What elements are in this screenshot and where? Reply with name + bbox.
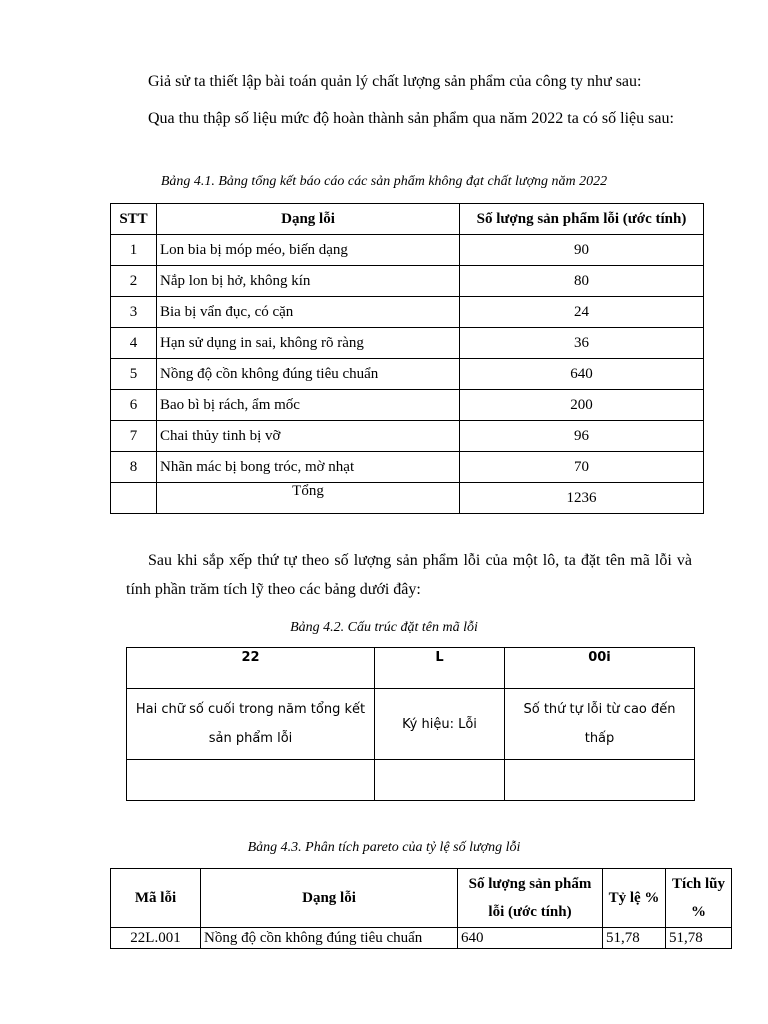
row-stt: 8 [111,452,157,483]
table-4-1-caption: Bảng 4.1. Bảng tổng kết báo cáo các sản phẩm không đạt chất lượng năm 2022 [160,174,608,189]
table-4-2-caption: Bảng 4.2. Cấu trúc đặt tên mã lỗi [290,620,478,635]
table-row [111,266,704,297]
row-defect-type: Nồng độ cồn không đúng tiêu chuẩn [157,359,460,390]
table-row [111,928,732,949]
table-row [111,297,704,328]
table-4-3-caption: Bảng 4.3. Phân tích pareto của tỷ lệ số lượng lỗi [247,840,521,855]
column-header-code: Mã lỗi [111,869,201,928]
row-stt: 6 [111,390,157,421]
row-defect-type: Lon bia bị móp méo, biến dạng [157,235,460,266]
row-defect-count: 90 [460,235,704,266]
row-defect-type: Nhãn mác bị bong tróc, mờ nhạt [157,452,460,483]
table-row [111,390,704,421]
code-part-symbol: L [375,648,505,689]
row-defect-count: 640 [460,359,704,390]
row-defect-count: 36 [460,328,704,359]
code-part-year: 22 [127,648,375,689]
row-defect-type: Nắp lon bị hở, không kín [157,266,460,297]
column-header-stt: STT [111,204,157,235]
row-defect-count: 640 [458,928,603,949]
column-header-defect-type: Dạng lỗi [157,204,460,235]
code-empty-row [127,760,695,801]
table-row [111,328,704,359]
row-defect-type: Hạn sử dụng in sai, không rõ ràng [157,328,460,359]
row-defect-type: Bia bị vẩn đục, có cặn [157,297,460,328]
defect-summary-table [110,203,704,514]
table-row [111,452,704,483]
code-structure-table [126,647,695,801]
middle-paragraph: Sau khi sắp xếp thứ tự theo số lượng sản phẩm lỗi của một lô, ta đặt tên mã lỗi và tính phần trăm tích lỹ theo các bảng dưới đây: [126,552,692,598]
row-ratio: 51,78 [603,928,666,949]
total-value: 1236 [460,483,704,514]
row-defect-count: 70 [460,452,704,483]
code-symbol-description: Ký hiệu: Lỗi [375,689,505,760]
table-row [111,235,704,266]
total-row [111,483,704,514]
total-label: Tổng [157,483,460,514]
row-defect-type: Bao bì bị rách, ẩm mốc [157,390,460,421]
row-cumulative: 51,78 [666,928,732,949]
row-defect-count: 96 [460,421,704,452]
row-defect-count: 200 [460,390,704,421]
code-year-description: Hai chữ số cuối trong năm tổng kết sản phẩm lỗi [127,689,375,760]
total-empty-cell [111,483,157,514]
row-defect-count: 80 [460,266,704,297]
empty-cell [375,760,505,801]
column-header-defect-type: Dạng lỗi [201,869,458,928]
column-header-defect-count: Số lượng sản phẩm lỗi (ước tính) [460,204,704,235]
row-stt: 7 [111,421,157,452]
table-header-row [111,204,704,235]
row-stt: 3 [111,297,157,328]
row-code: 22L.001 [111,928,201,949]
code-order-description: Số thứ tự lỗi từ cao đến thấp [505,689,695,760]
row-stt: 1 [111,235,157,266]
pareto-header-row [111,869,732,928]
intro-paragraph-1: Giả sử ta thiết lập bài toán quản lý chất lượng sản phẩm của công ty như sau: [148,73,642,90]
row-defect-type: Nồng độ cồn không đúng tiêu chuẩn [201,928,458,949]
empty-cell [505,760,695,801]
code-part-order: 00i [505,648,695,689]
empty-cell [127,760,375,801]
code-description-row [127,689,695,760]
column-header-cumulative: Tích lũy % [666,869,732,928]
row-stt: 2 [111,266,157,297]
pareto-table [110,868,732,949]
row-stt: 5 [111,359,157,390]
intro-paragraph-2: Qua thu thập số liệu mức độ hoàn thành sản phẩm qua năm 2022 ta có số liệu sau: [148,110,674,127]
table-row [111,359,704,390]
column-header-ratio: Tỷ lệ % [603,869,666,928]
row-defect-count: 24 [460,297,704,328]
row-stt: 4 [111,328,157,359]
table-row [111,421,704,452]
column-header-defect-count: Số lượng sản phẩm lỗi (ước tính) [458,869,603,928]
code-header-row [127,648,695,689]
row-defect-type: Chai thủy tinh bị vỡ [157,421,460,452]
